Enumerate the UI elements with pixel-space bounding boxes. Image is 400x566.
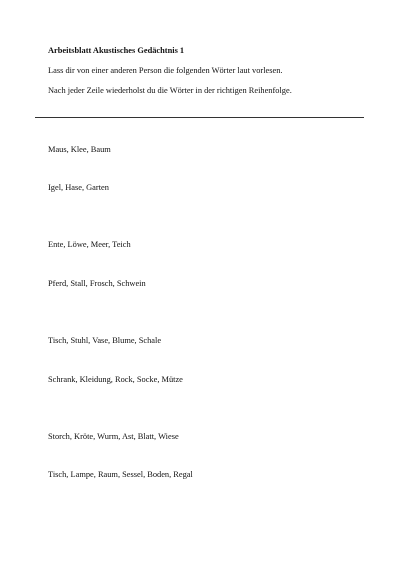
- word-line: Tisch, Stuhl, Vase, Blume, Schale: [48, 336, 162, 345]
- word-line: Maus, Klee, Baum: [48, 145, 111, 154]
- word-line: Igel, Hase, Garten: [48, 183, 109, 192]
- word-line: Tisch, Lampe, Raum, Sessel, Boden, Regal: [48, 470, 193, 479]
- word-line: Ente, Löwe, Meer, Teich: [48, 240, 131, 249]
- word-line: Schrank, Kleidung, Rock, Socke, Mütze: [48, 375, 183, 384]
- word-line: Pferd, Stall, Frosch, Schwein: [48, 279, 146, 288]
- word-line: Storch, Kröte, Wurm, Ast, Blatt, Wiese: [48, 432, 179, 441]
- divider-line: [35, 117, 364, 118]
- worksheet-title: Arbeitsblatt Akustisches Gedächtnis 1: [48, 46, 185, 55]
- instruction-line-2: Nach jeder Zeile wiederholst du die Wörter in der richtigen Reihenfolge.: [48, 86, 292, 95]
- instruction-line-1: Lass dir von einer anderen Person die folgenden Wörter laut vorlesen.: [48, 66, 283, 75]
